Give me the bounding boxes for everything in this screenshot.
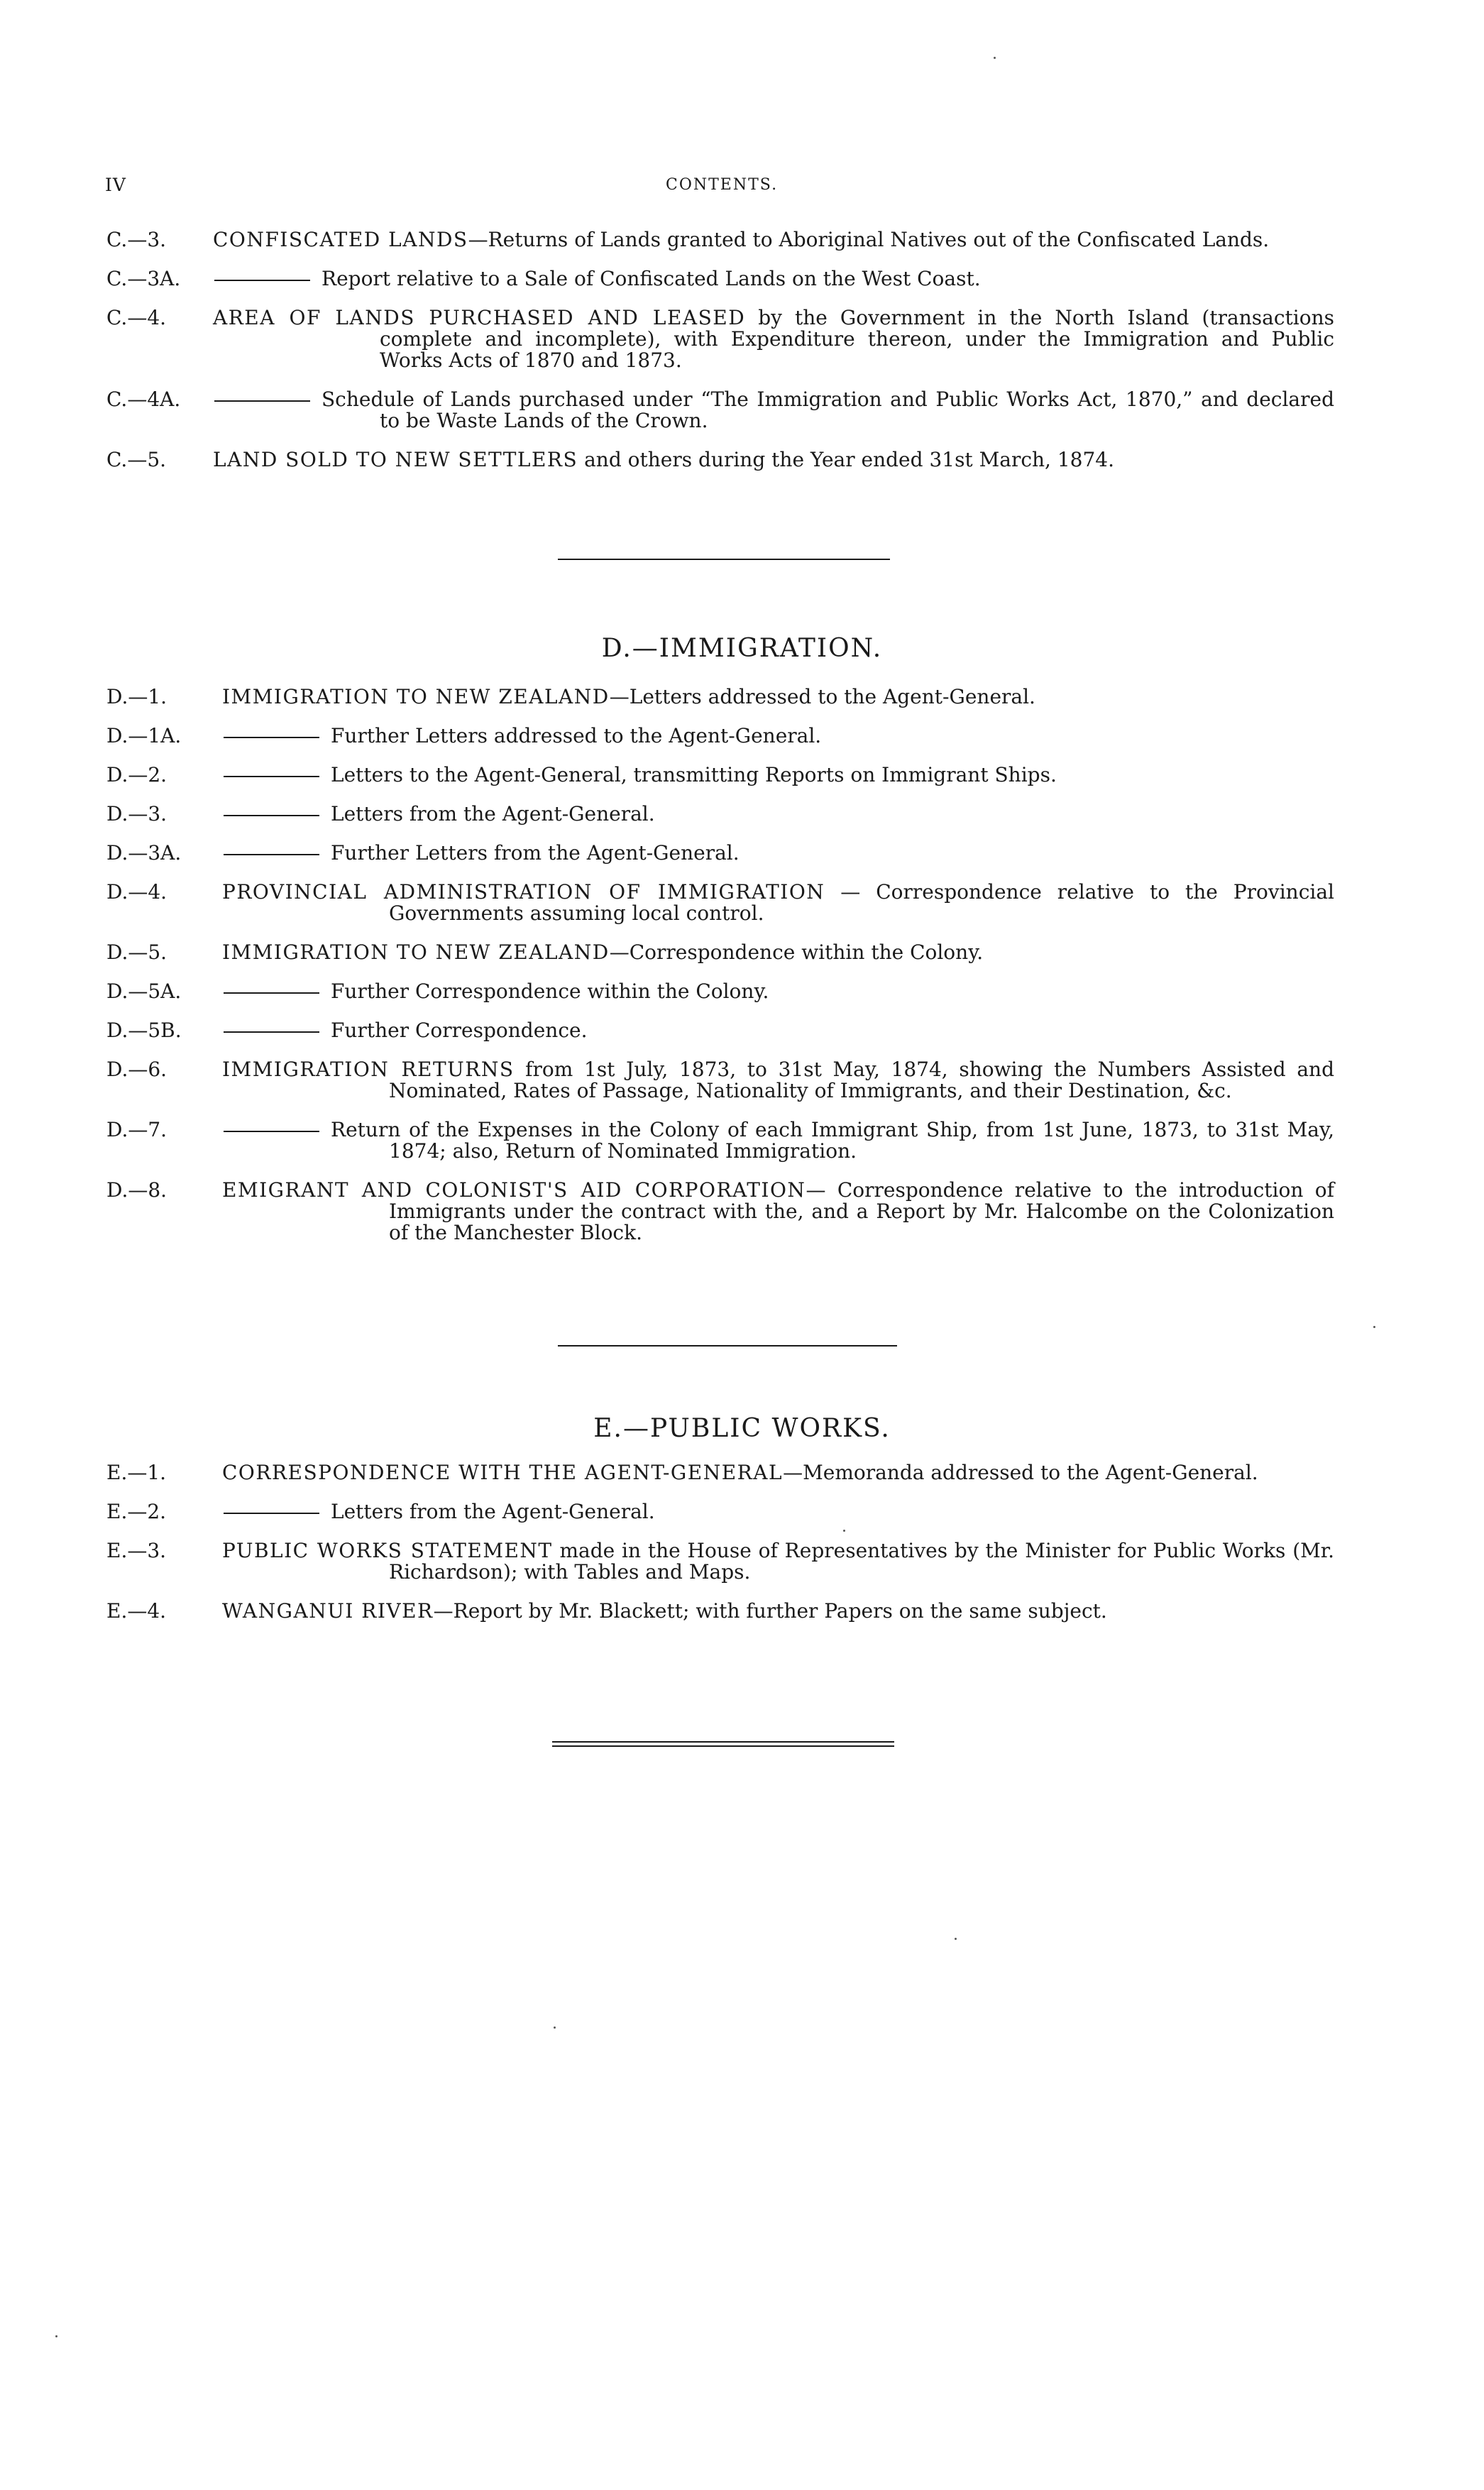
- contents-entry: [106, 1059, 1334, 1102]
- entry-title: IMMIGRATION TO NEW ZEALAND: [222, 685, 610, 708]
- ditto-dash: [224, 992, 319, 994]
- entry-code: D.—1A.: [106, 724, 182, 747]
- section-e-heading: E.—PUBLIC WORKS.: [593, 1414, 891, 1443]
- entry-description: — Correspondence relative to the introduction of Immigrants under the contract with the, and a Report by Mr. Halcombe on the Colonization of the Manchester Block.: [389, 1178, 1334, 1244]
- entry-code: D.—5.: [106, 940, 167, 964]
- contents-entry: [106, 686, 1334, 708]
- entry-description: Letters from the Agent-General.: [331, 1500, 655, 1523]
- contents-entry: [106, 1020, 1334, 1041]
- contents-entry: [106, 981, 1334, 1002]
- entry-code: C.—5.: [106, 448, 167, 471]
- contents-entry: [106, 389, 1334, 432]
- contents-entry: [106, 843, 1334, 864]
- section-divider: [558, 1345, 897, 1347]
- contents-entry: [106, 1119, 1334, 1162]
- ditto-dash: [224, 854, 319, 855]
- section-c-list: [106, 229, 1334, 488]
- entry-code: E.—3.: [106, 1539, 167, 1562]
- entry-code: D.—6.: [106, 1058, 167, 1081]
- entry-title: IMMIGRATION TO NEW ZEALAND: [222, 940, 610, 964]
- page-number: IV: [105, 175, 126, 195]
- entry-code: C.—3A.: [106, 267, 181, 290]
- entry-code: E.—4.: [106, 1599, 167, 1623]
- entry-title: CONFISCATED LANDS: [213, 228, 468, 251]
- entry-code: D.—2.: [106, 763, 167, 786]
- entry-description: Report relative to a Sale of Confiscated Lands on the West Coast.: [321, 267, 981, 290]
- entry-description: from 1st July, 1873, to 31st May, 1874, showing the Numbers Assisted and Nominated, Rates of Passage, Nationality of Immigrants, and their Destination, &c.: [389, 1058, 1334, 1102]
- contents-entry: [106, 1180, 1334, 1244]
- entry-description: —Letters addressed to the Agent-General.: [609, 685, 1035, 708]
- section-divider: [558, 559, 890, 560]
- entry-description: Further Correspondence within the Colony.: [331, 980, 769, 1003]
- entry-description: Schedule of Lands purchased under “The Immigration and Public Works Act, 1870,” and declared to be Waste Lands of the Crown.: [321, 388, 1334, 432]
- ditto-dash: [224, 776, 319, 777]
- contents-entry: [106, 942, 1334, 963]
- entry-description: —Correspondence within the Colony.: [609, 940, 984, 964]
- entry-code: D.—5B.: [106, 1019, 182, 1042]
- entry-description: Return of the Expenses in the Colony of each Immigrant Ship, from 1st June, 1873, to 31st May, 1874; also, Return of Nominated Immigration.: [331, 1118, 1334, 1163]
- ditto-dash: [224, 1031, 319, 1033]
- ditto-dash: [224, 1131, 319, 1132]
- entry-description: —Memoranda addressed to the Agent-General.: [783, 1461, 1258, 1484]
- entry-code: D.—3.: [106, 802, 167, 826]
- contents-entry: [106, 268, 1334, 290]
- entry-description: Further Letters addressed to the Agent-General.: [331, 724, 822, 747]
- section-d-list: [106, 686, 1334, 1261]
- end-double-rule: [552, 1741, 894, 1747]
- scan-speck: [1373, 1326, 1375, 1328]
- section-e-list: [106, 1462, 1334, 1640]
- contents-entry: [106, 307, 1334, 371]
- scan-speck: [55, 2335, 57, 2337]
- entry-description: Letters from the Agent-General.: [331, 802, 655, 826]
- ditto-dash: [224, 737, 319, 738]
- entry-code: D.—4.: [106, 880, 167, 904]
- entry-description: —Report by Mr. Blackett; with further Papers on the same subject.: [433, 1599, 1107, 1623]
- entry-description: by the Government in the North Island (transactions complete and incomplete), with Expenditure thereon, under the Immigration and Public Works Acts of 1870 and 1873.: [380, 306, 1334, 372]
- entry-title: CORRESPONDENCE WITH THE AGENT-GENERAL: [222, 1461, 784, 1484]
- entry-title: AREA OF LANDS PURCHASED AND LEASED: [213, 306, 746, 329]
- ditto-dash: [224, 815, 319, 816]
- running-head-title: CONTENTS.: [666, 176, 779, 194]
- contents-entry: [106, 1501, 1334, 1523]
- contents-entry: [106, 725, 1334, 747]
- entry-title: IMMIGRATION RETURNS: [222, 1058, 515, 1081]
- section-d-heading: D.—IMMIGRATION.: [601, 634, 883, 663]
- entry-description: Further Letters from the Agent-General.: [331, 841, 740, 865]
- scan-speck: [843, 1530, 845, 1532]
- scan-speck: [554, 2026, 556, 2029]
- contents-entry: [106, 449, 1334, 471]
- contents-entry: [106, 229, 1334, 251]
- contents-entry: [106, 882, 1334, 924]
- entry-code: C.—4A.: [106, 388, 181, 411]
- ditto-dash: [214, 400, 310, 402]
- contents-entry: [106, 1462, 1334, 1483]
- running-head: [105, 175, 1340, 203]
- entry-code: D.—8.: [106, 1178, 167, 1202]
- entry-title: WANGANUI RIVER: [222, 1599, 434, 1623]
- entry-title: PROVINCIAL ADMINISTRATION OF IMMIGRATION: [222, 880, 825, 904]
- entry-description: —Returns of Lands granted to Aboriginal Natives out of the Confiscated Lands.: [468, 228, 1270, 251]
- entry-title: PUBLIC WORKS STATEMENT: [222, 1539, 553, 1562]
- entry-title: EMIGRANT AND COLONIST'S AID CORPORATION: [222, 1178, 806, 1202]
- entry-code: D.—3A.: [106, 841, 182, 865]
- entry-code: C.—4.: [106, 306, 167, 329]
- ditto-dash: [214, 280, 310, 281]
- contents-entry: [106, 1540, 1334, 1583]
- contents-entry: [106, 764, 1334, 786]
- entry-title: LAND SOLD TO NEW SETTLERS: [213, 448, 578, 471]
- scan-speck: [955, 1938, 957, 1940]
- entry-code: D.—5A.: [106, 980, 182, 1003]
- contents-entry: [106, 804, 1334, 825]
- entry-code: C.—3.: [106, 228, 167, 251]
- entry-code: E.—2.: [106, 1500, 167, 1523]
- entry-description: Further Correspondence.: [331, 1019, 588, 1042]
- entry-description: Letters to the Agent-General, transmitting Reports on Immigrant Ships.: [331, 763, 1057, 786]
- contents-entry: [106, 1601, 1334, 1622]
- ditto-dash: [224, 1513, 319, 1514]
- entry-description: — Correspondence relative to the Provincial Governments assuming local control.: [389, 880, 1335, 925]
- entry-description: and others during the Year ended 31st March, 1874.: [578, 448, 1115, 471]
- entry-code: E.—1.: [106, 1461, 167, 1484]
- entry-code: D.—1.: [106, 685, 167, 708]
- entry-code: D.—7.: [106, 1118, 167, 1141]
- entry-description: made in the House of Representatives by the Minister for Public Works (Mr. Richardson); with Tables and Maps.: [389, 1539, 1334, 1584]
- scan-speck: [994, 57, 996, 59]
